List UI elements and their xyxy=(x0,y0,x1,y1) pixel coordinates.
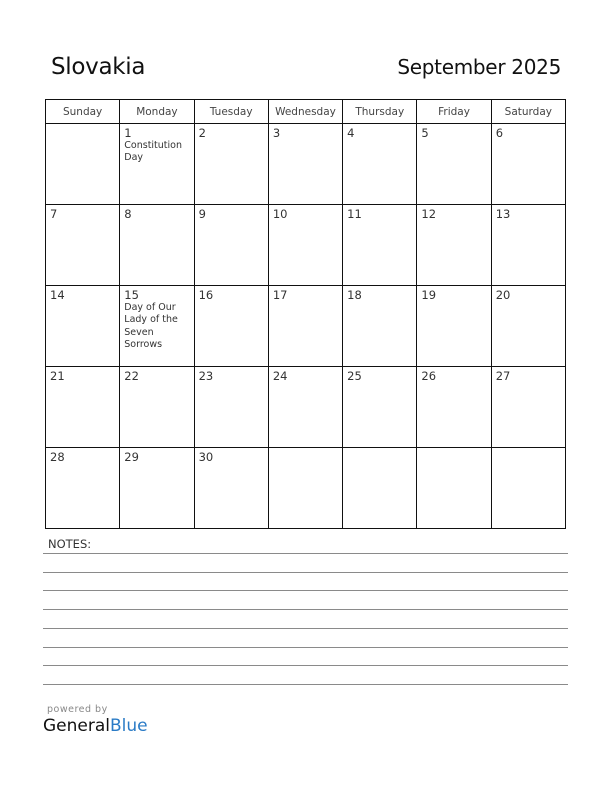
day-cell xyxy=(46,448,120,529)
week-row xyxy=(46,367,566,448)
day-number: 13 xyxy=(495,207,511,221)
day-number: 20 xyxy=(495,288,511,302)
day-cell xyxy=(194,205,268,286)
day-cell xyxy=(343,205,417,286)
day-cell xyxy=(194,367,268,448)
notes-line xyxy=(43,553,568,554)
day-number: 11 xyxy=(347,207,362,221)
day-number: 17 xyxy=(272,288,288,302)
day-cell xyxy=(194,286,268,367)
day-number: 6 xyxy=(495,126,504,140)
day-cell xyxy=(417,367,491,448)
weekday-friday: Friday xyxy=(417,100,491,124)
day-cell xyxy=(268,448,342,529)
day-cell xyxy=(417,448,491,529)
notes-label: NOTES: xyxy=(48,537,92,551)
holiday-label: Constitution Day xyxy=(124,140,183,164)
day-cell xyxy=(343,286,417,367)
day-cell xyxy=(268,124,342,205)
day-number: 21 xyxy=(50,369,65,383)
notes-line xyxy=(43,572,568,573)
weekday-tuesday: Tuesday xyxy=(194,100,268,124)
day-cell xyxy=(120,124,194,205)
notes-line xyxy=(43,590,568,591)
day-number: 4 xyxy=(347,126,355,140)
weekday-header-row xyxy=(46,100,566,124)
day-cell xyxy=(417,124,491,205)
calendar-grid xyxy=(45,99,566,529)
holiday-label: Day of Our Lady of the Seven Sorrows xyxy=(124,302,178,350)
week-row xyxy=(46,448,566,529)
weekday-saturday: Saturday xyxy=(491,100,565,124)
day-number: 18 xyxy=(347,288,362,302)
day-number: 16 xyxy=(198,288,214,302)
day-number: 3 xyxy=(272,126,281,140)
day-number: 9 xyxy=(198,207,206,221)
day-cell xyxy=(120,367,194,448)
day-cell xyxy=(417,205,491,286)
weekday-thursday: Thursday xyxy=(343,100,417,124)
day-cell xyxy=(491,205,565,286)
day-cell xyxy=(120,448,194,529)
day-cell xyxy=(194,448,268,529)
day-cell xyxy=(46,367,120,448)
month-year-title: September 2025 xyxy=(397,55,561,79)
day-number: 26 xyxy=(421,369,437,383)
day-cell xyxy=(268,367,342,448)
weekday-sunday: Sunday xyxy=(46,100,120,124)
day-number: 2 xyxy=(198,126,206,140)
country-title: Slovakia xyxy=(51,54,146,80)
notes-line xyxy=(43,684,568,685)
day-cell xyxy=(268,286,342,367)
day-number: 27 xyxy=(495,369,511,383)
day-number: 7 xyxy=(50,207,58,221)
day-number: 12 xyxy=(421,207,437,221)
day-cell xyxy=(46,124,120,205)
weekday-monday: Monday xyxy=(120,100,194,124)
day-cell xyxy=(491,448,565,529)
weekday-wednesday: Wednesday xyxy=(268,100,342,124)
day-cell xyxy=(491,286,565,367)
day-cell xyxy=(491,124,565,205)
brand-blue: Blue xyxy=(110,716,148,736)
day-number: 30 xyxy=(198,450,214,464)
brand-general: General xyxy=(43,716,110,736)
day-cell xyxy=(46,205,120,286)
day-cell xyxy=(343,367,417,448)
day-cell xyxy=(194,124,268,205)
day-cell xyxy=(343,448,417,529)
day-cell xyxy=(120,205,194,286)
day-number: 5 xyxy=(421,126,429,140)
day-number: 10 xyxy=(272,207,288,221)
notes-line xyxy=(43,609,568,610)
generalblue-logo xyxy=(43,716,148,736)
day-cell xyxy=(417,286,491,367)
week-row xyxy=(46,124,566,205)
notes-line xyxy=(43,628,568,629)
day-number: 24 xyxy=(272,369,288,383)
day-cell xyxy=(491,367,565,448)
week-row xyxy=(46,205,566,286)
day-number: 14 xyxy=(50,288,65,302)
day-number: 8 xyxy=(124,207,132,221)
day-number: 22 xyxy=(124,369,139,383)
notes-line xyxy=(43,647,568,648)
day-cell xyxy=(120,286,194,367)
day-cell xyxy=(268,205,342,286)
day-number: 29 xyxy=(124,450,139,464)
notes-line xyxy=(43,665,568,666)
day-cell xyxy=(343,124,417,205)
day-number: 1 xyxy=(124,126,132,140)
day-number: 19 xyxy=(421,288,437,302)
day-number: 15 xyxy=(124,288,139,302)
week-row xyxy=(46,286,566,367)
day-number: 25 xyxy=(347,369,362,383)
day-number: 28 xyxy=(50,450,65,464)
powered-by-text: powered by xyxy=(47,704,108,715)
day-number: 23 xyxy=(198,369,214,383)
day-cell xyxy=(46,286,120,367)
